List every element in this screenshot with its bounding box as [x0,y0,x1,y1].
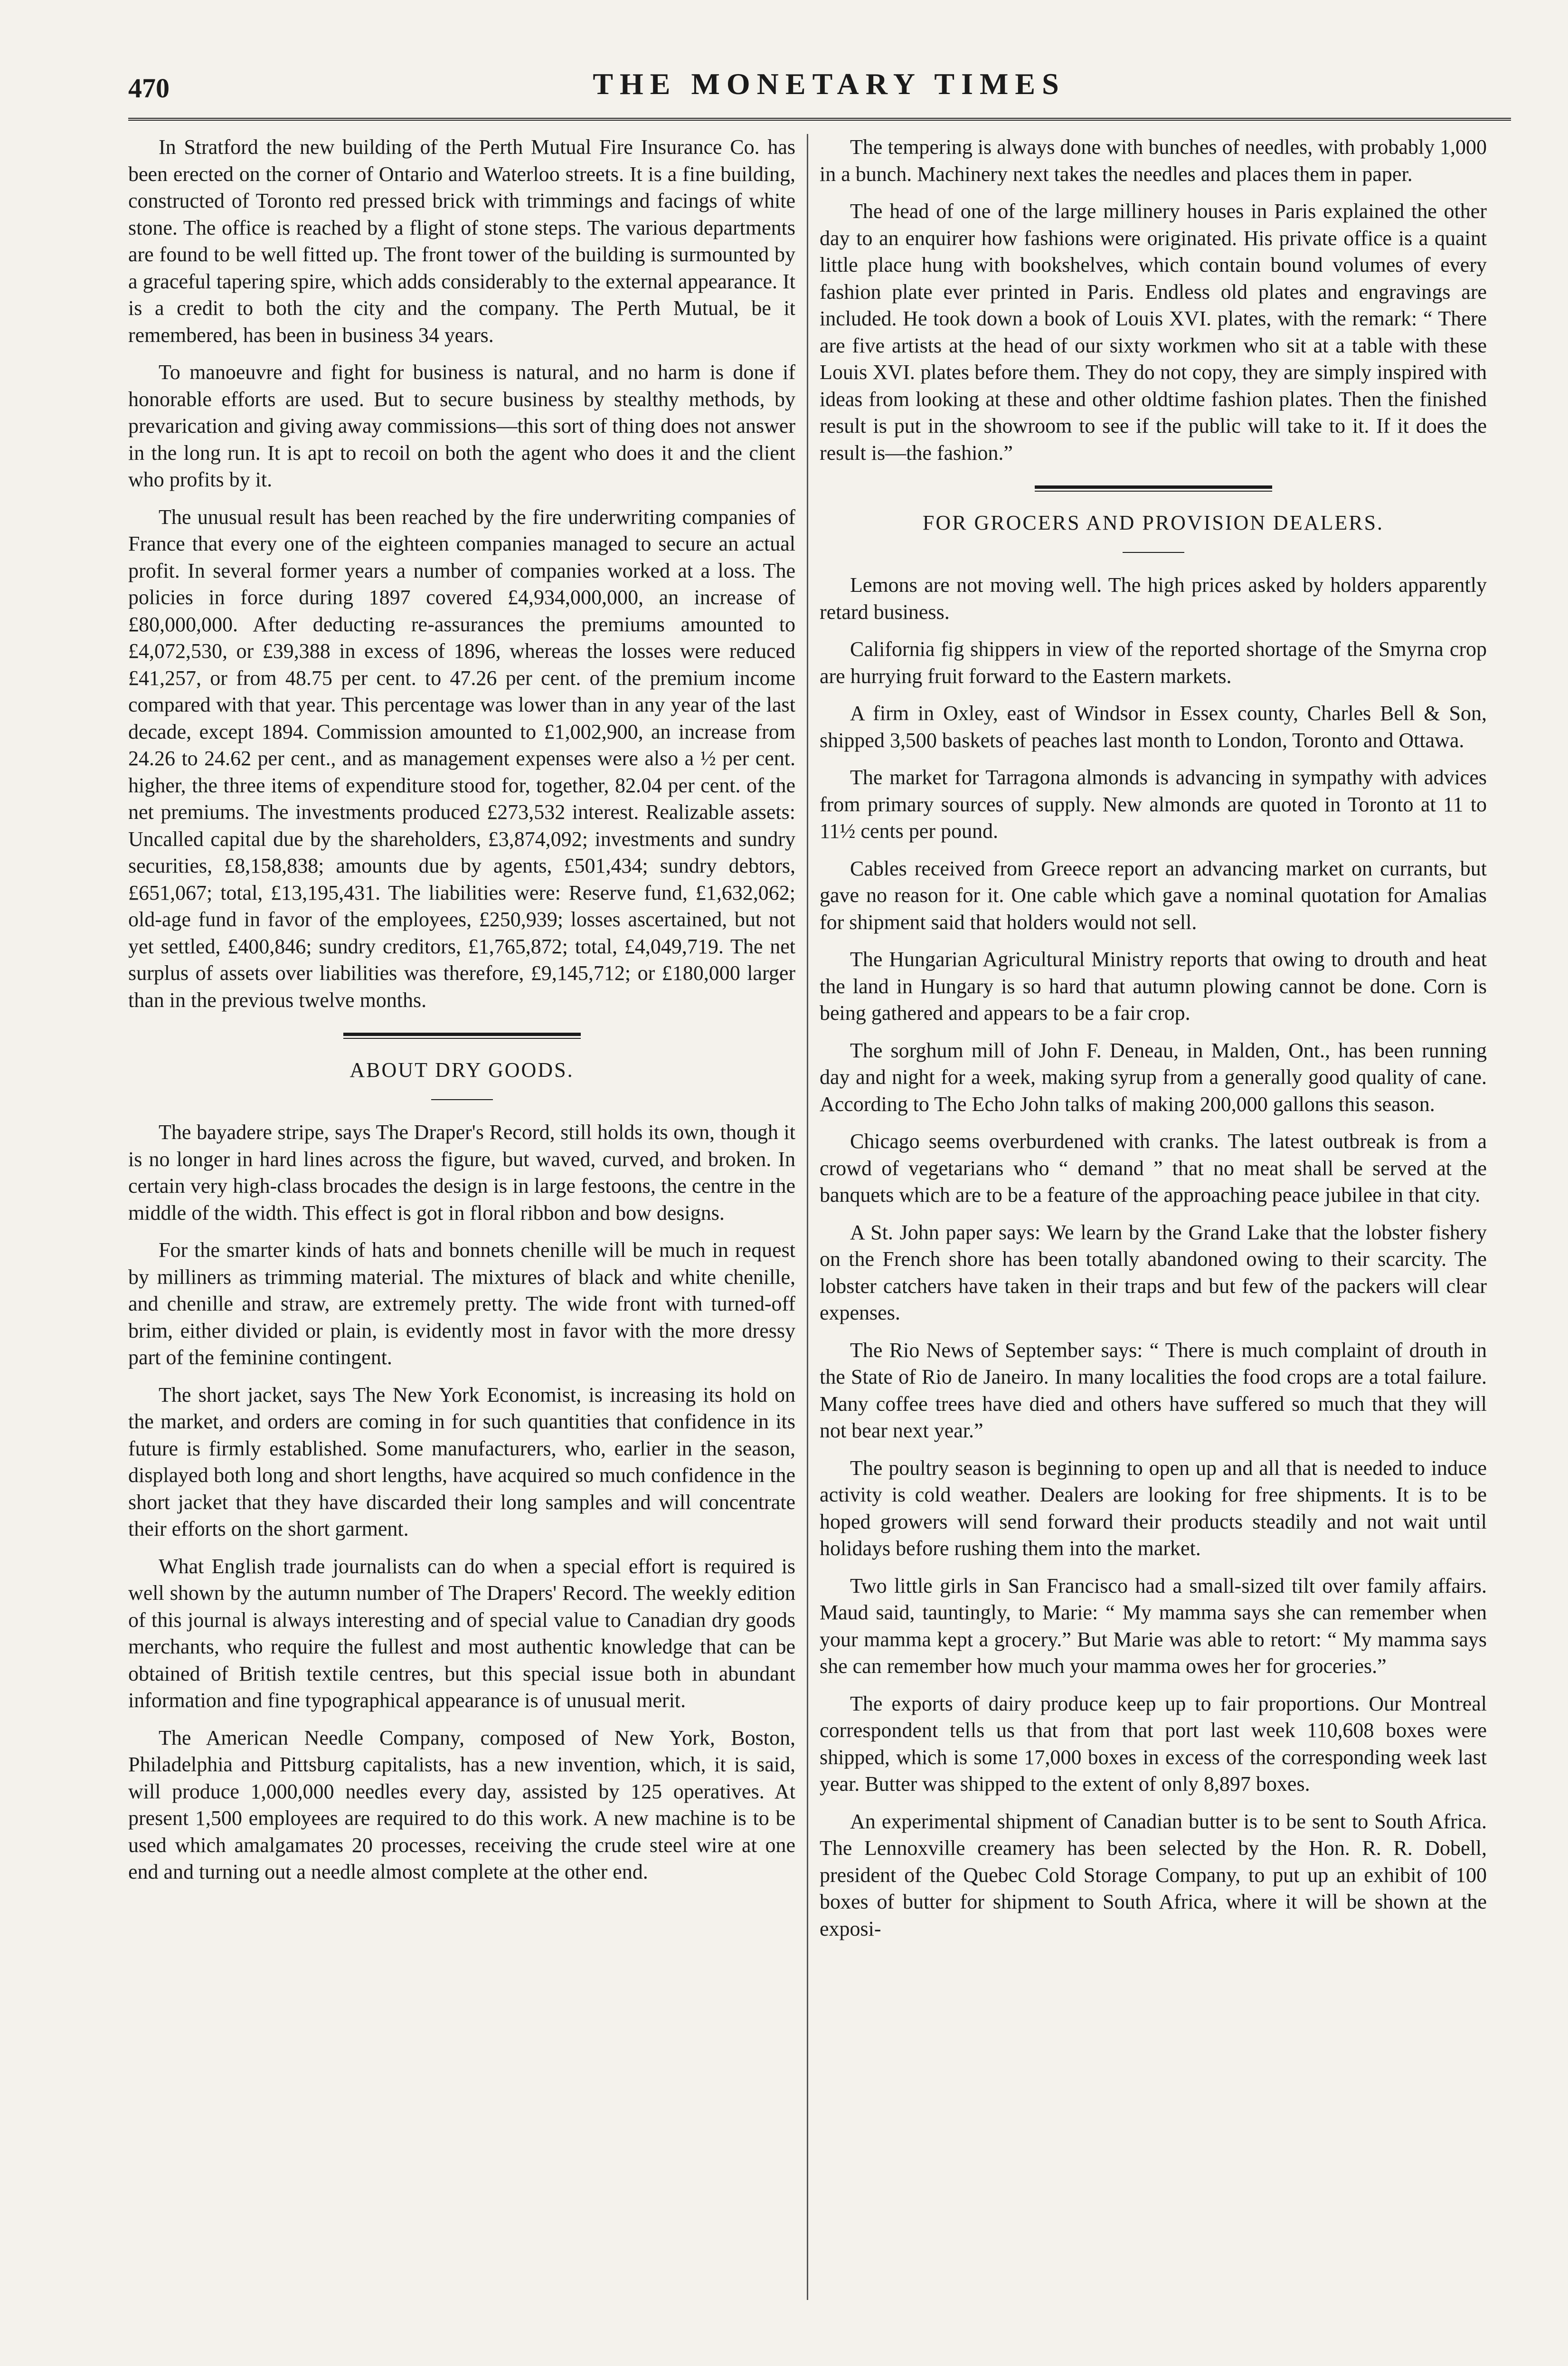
section-rule [1035,485,1272,492]
section-rule-small [431,1099,493,1100]
right-column [820,134,1487,1953]
paragraph: Cables received from Greece report an advancing market on currants, but gave no reason for it. One cable which gave a nominal quotation for Amalias for shipment said that holders would not sell. [820,856,1487,934]
paragraph: The unusual result has been reached by the fire underwriting companies of France that every one of the eighteen companies managed to secure an actual profit. In several former years a number of companies worked at a loss. The policies in force during 1897 covered £4,934,000,000, an increase of £80,000,000. After deducting re-assurances the premiums amounted to £4,072,530, or £39,388 in excess of 1896, whereas the losses were reduced £41,257, or from 48.75 per cent. to 47.26 per cent. of the premium income compared with that year. This percentage was lower than in any year of the last decade, except 1894. Commission amounted to £1,002,900, an increase from 24.26 to 24.62 per cent., and as management expenses were also a ½ per cent. higher, the three items of expenditure stood for, together, 82.04 per cent. of the net premiums. The investments produced £273,532 interest. Realizable assets: Uncalled capital due by the shareholders, £3,874,092; investments and sundry securities, £8,158,838; amounts due by agents, £501,434; sundry debtors, £651,067; total, £13,195,431. The liabilities were: Reserve fund, £1,632,062; old-age fund in favor of the employees, £250,939; losses ascertained, but not yet settled, £400,846; sundry creditors, £1,765,872; total, £4,049,719. The net surplus of assets over liabilities was therefore, £9,145,712; or £180,000 larger than in the previous twelve months. [128,505,795,1012]
paragraph: Two little girls in San Francisco had a small-sized tilt over family affairs. Maud said, tauntingly, to Marie: “ My mamma says she can remember when your mamma kept a grocery.” But Marie was able to retort: “ My mamma says she can remember how much your mamma owes her for groceries.” [820,1574,1487,1678]
header-rule [128,118,1511,121]
paragraph: Lemons are not moving well. The high prices asked by holders apparently retard business. [820,573,1487,624]
paragraph: The poultry season is beginning to open up and all that is needed to induce activity is cold weather. Dealers are looking for free shipments. It is to be hoped growers will send forward their products steadily and not wait until holidays before rushing them into the market. [820,1456,1487,1560]
paragraph: The head of one of the large millinery houses in Paris explained the other day to an enquirer how fashions were originated. His private office is a quaint little place hung with bookshelves, which contain bound volumes of every fashion plate ever printed in Paris. Endless old plates and engravings are included. He took down a book of Louis XVI. plates, with the remark: “ There are five artists at the head of our sixty workmen who sit at a table with these Louis XVI. plates before them. They do not copy, they are simply inspired with ideas from looking at these and other oldtime fashion plates. Then the finished result is put in the showroom to see if the public will take to it. If it does the result is—the fashion.” [820,200,1487,465]
paragraph: The Rio News of September says: “ There is much complaint of drouth in the State of Rio de Janeiro. In many localities the food crops are a total failure. Many coffee trees have died and others have suffered so much that they will not bear next year.” [820,1338,1487,1442]
paragraph: Chicago seems overburdened with cranks. The latest outbreak is from a crowd of vegetarians who “ demand ” that no meat shall be served at the banquets which are to be a feature of the approaching peace jubilee in that city. [820,1130,1487,1207]
paragraph: The short jacket, says The New York Economist, is increasing its hold on the market, and orders are coming in for such quantities that confidence in its future is firmly established. Some manufacturers, who, earlier in the season, displayed both long and short lengths, have acquired so much confidence in the short jacket that they have discarded their long samples and will concentrate their efforts on the short garment. [128,1383,795,1540]
paragraph: What English trade journalists can do when a special effort is required is well shown by the autumn number of The Drapers' Record. The weekly edition of this journal is always interesting and of special value to Canadian dry goods merchants, who require the fullest and most authentic knowledge that can be obtained of British textile centres, but this special issue both in abundant information and fine typographical appearance is of unusual merit. [128,1554,795,1712]
section-title-dry-goods: ABOUT DRY GOODS. [349,1058,574,1082]
paragraph: To manoeuvre and fight for business is natural, and no harm is done if honorable efforts are used. But to secure business by stealthy methods, by prevarication and giving away commissions—this sort of thing does not answer in the long run. It is apt to recoil on both the agent who does it and the client who profits by it. [128,361,795,491]
paragraph: The bayadere stripe, says The Draper's Record, still holds its own, though it is no longer in hard lines across the figure, but waved, curved, and broken. In certain very high-class brocades the design is in large festoons, the centre in the middle of the width. This effect is got in floral ribbon and bow designs. [128,1121,795,1225]
paragraph: The Hungarian Agricultural Ministry reports that owing to drouth and heat the land in Hungary is so hard that autumn plowing cannot be done. Corn is being gathered and appears to be a fair crop. [820,948,1487,1025]
left-column [128,134,795,1896]
dry-goods-articles [128,1119,795,1886]
paragraph: California fig shippers in view of the reported shortage of the Smyrna crop are hurrying fruit forward to the Eastern markets. [820,637,1487,688]
section-rule [343,1033,581,1039]
page-number: 470 [128,73,170,104]
paragraph: A firm in Oxley, east of Windsor in Essex county, Charles Bell & Son, shipped 3,500 baskets of peaches last month to London, Toronto and Ottawa. [820,702,1487,752]
paragraph: The sorghum mill of John F. Deneau, in Malden, Ont., has been running day and night for a week, making syrup from a generally good quality of cane. According to The Echo John talks of making 200,000 gallons this season. [820,1038,1487,1116]
masthead-title: THE MONETARY TIMES [593,67,1066,101]
paragraph: In Stratford the new building of the Perth Mutual Fire Insurance Co. has been erected on the corner of Ontario and Waterloo streets. It is a fine building, constructed of Toronto red pressed brick with trimmings and facings of white stone. The office is reached by a flight of stone steps. The various departments are found to be well fitted up. The front tower of the building is surmounted by a graceful tapering spire, which adds considerably to the external appearance. It is a credit to both the city and the company. The Perth Mutual, be it remembered, has been in business 34 years. [128,135,795,347]
paragraph: An experimental shipment of Canadian butter is to be sent to South Africa. The Lennoxville creamery has been selected by the Hon. R. R. Dobell, president of the Quebec Cold Storage Company, to put up an exhibit of 100 boxes of butter for shipment to South Africa, where it will be shown at the exposi- [820,1809,1487,1940]
paragraph: The tempering is always done with bunches of needles, with probably 1,000 in a bunch. Machinery next takes the needles and places them in paper. [820,135,1487,186]
columns [128,134,1511,2300]
paragraph: The exports of dairy produce keep up to fair proportions. Our Montreal correspondent tells us that from that port last week 110,608 boxes were shipped, which is some 17,000 boxes in excess of the corresponding week last year. Butter was shipped to the extent of only 8,897 boxes. [820,1691,1487,1796]
section-rule-small [1123,552,1184,553]
paragraph: For the smarter kinds of hats and bonnets chenille will be much in request by milliners as trimming material. The mixtures of black and white chenille, and chenille and straw, are extremely pretty. The wide front with turned-off brim, either divided or plain, is evidently most in favor with the more dressy part of the feminine contingent. [128,1238,795,1369]
paragraph: The American Needle Company, composed of New York, Boston, Philadelphia and Pittsburg capitalists, has a new invention, which, it is said, will produce 1,000,000 needles every day, assisted by 125 operatives. At present 1,500 employees are required to do this work. A new machine is to be used which amalgamates 20 processes, receiving the crude steel wire at one end and turning out a needle almost complete at the other end. [128,1726,795,1883]
paragraph: A St. John paper says: We learn by the Grand Lake that the lobster fishery on the French shore has been totally abandoned owing to their scarcity. The lobster catchers have taken in their traps and but few of the packers will clear expenses. [820,1220,1487,1324]
left-top-articles [128,134,795,1014]
page-header [128,67,1511,114]
paragraph: The market for Tarragona almonds is advancing in sympathy with advices from primary sources of supply. New almonds are quoted in Toronto at 11 to 11½ cents per pound. [820,766,1487,843]
column-divider [807,134,808,2300]
right-top-articles [820,134,1487,466]
grocers-articles [820,572,1487,1942]
section-title-grocers: FOR GROCERS AND PROVISION DEALERS. [922,511,1384,534]
